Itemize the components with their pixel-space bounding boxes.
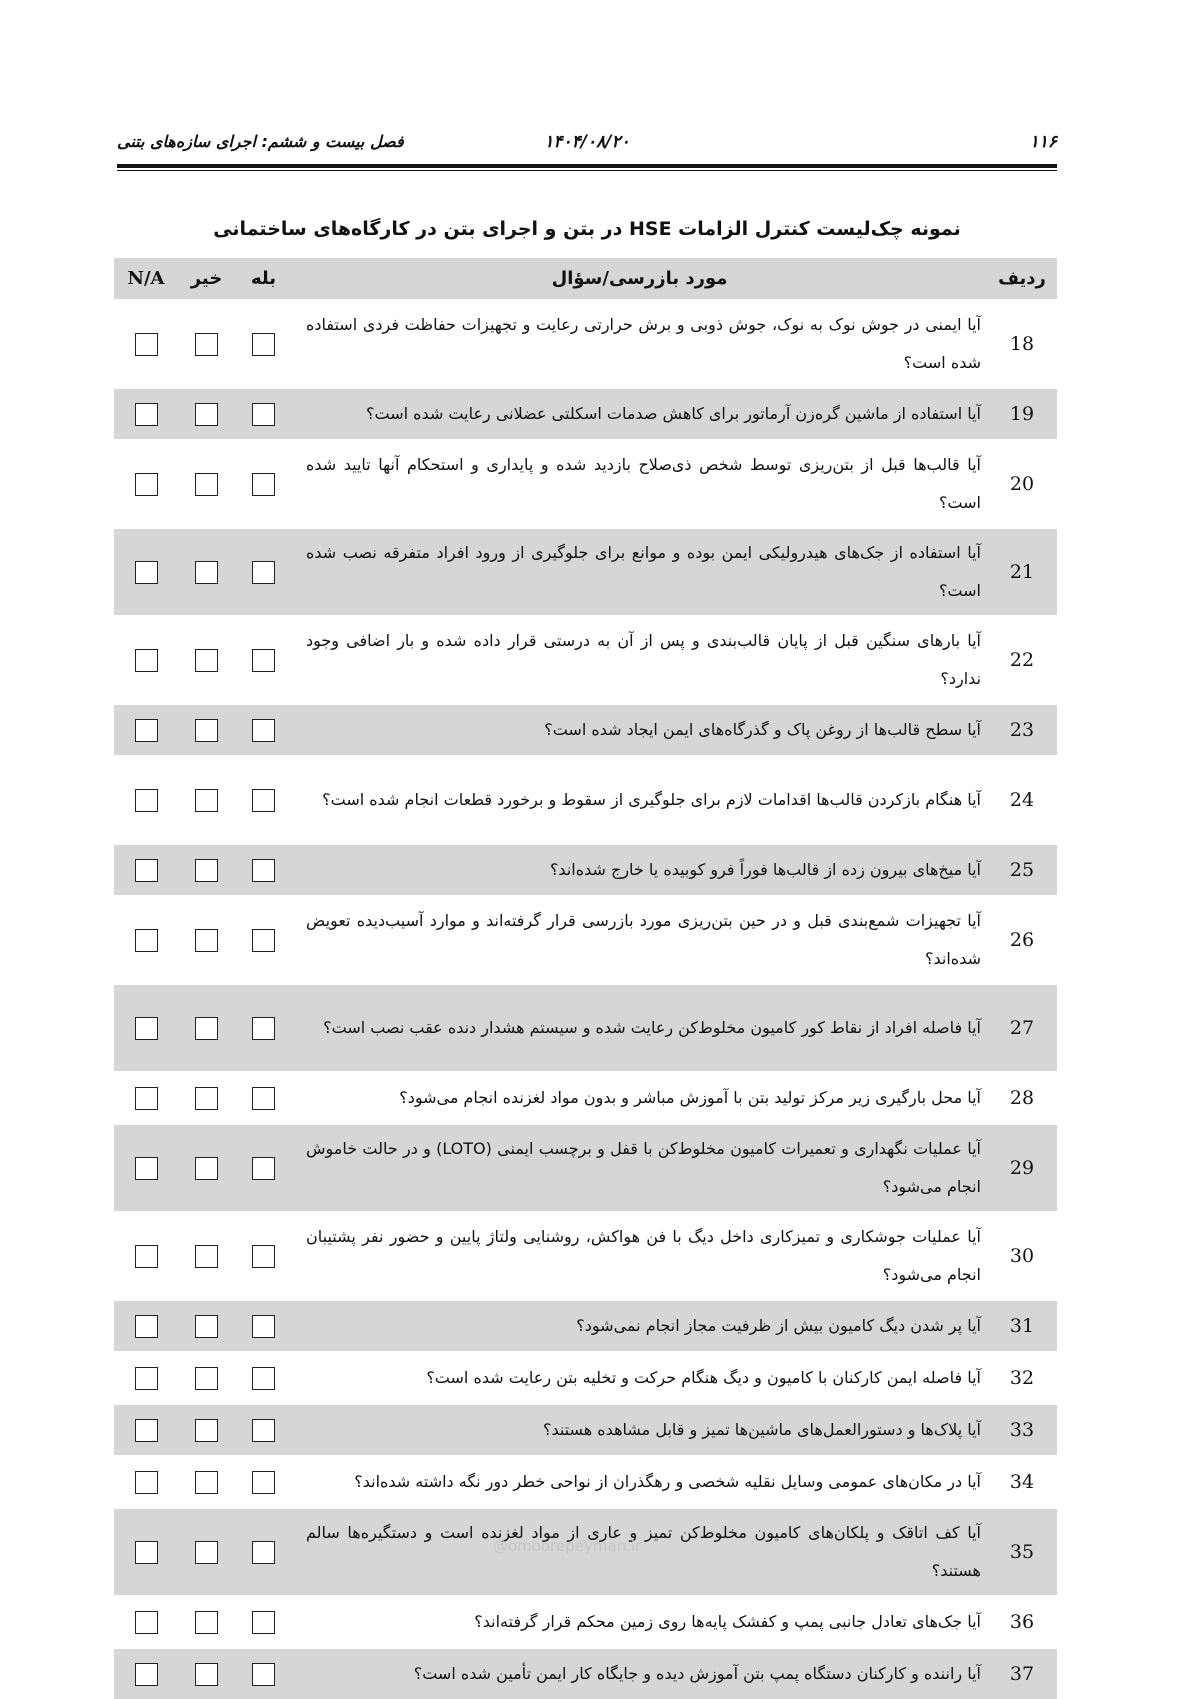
yes-checkbox[interactable] bbox=[252, 1017, 275, 1040]
row-number: 18 bbox=[1009, 333, 1035, 355]
checklist-body bbox=[114, 300, 1057, 1699]
table-row bbox=[114, 616, 1057, 704]
question-text: آیا میخ‌های بیرون زده از قالب‌ها فوراً فرو کوبیده یا خارج شده‌اند؟ bbox=[292, 844, 987, 896]
question-text: آیا در مکان‌های عمومی وسایل نقلیه شخصی و رهگذران از نواحی خطر دور نگه داشته شده‌اند؟ bbox=[354, 1472, 981, 1491]
table-row bbox=[114, 1124, 1057, 1212]
na-checkbox[interactable] bbox=[135, 1367, 158, 1390]
row-number: 34 bbox=[1009, 1471, 1035, 1493]
yes-checkbox[interactable] bbox=[252, 1315, 275, 1338]
row-number: 27 bbox=[987, 984, 1057, 1072]
question-text: آیا جک‌های تعادل جانبی پمپ و کفشک پایه‌ها روی زمین محکم قرار گرفته‌اند؟ bbox=[474, 1612, 981, 1631]
row-number: 26 bbox=[1009, 929, 1035, 951]
yes-checkbox[interactable] bbox=[252, 649, 275, 672]
question-text: آیا محل بارگیری زیر مرکز تولید بتن با آموزش مباشر و بدون مواد لغزنده انجام می‌شود؟ bbox=[399, 1088, 981, 1107]
table-row bbox=[114, 1300, 1057, 1352]
page-number: ۱۱۶ bbox=[1029, 132, 1057, 152]
na-checkbox[interactable] bbox=[135, 1087, 158, 1110]
column-header-no: خیر bbox=[178, 258, 235, 300]
no-checkbox[interactable] bbox=[195, 1157, 218, 1180]
yes-checkbox[interactable] bbox=[252, 561, 275, 584]
question-text: آیا قالب‌ها قبل از بتن‌ریزی توسط شخص ذی‌صلاح بازدید شده و پایداری و استحکام آنها تایید شده است؟ bbox=[306, 455, 981, 512]
question-text: آیا فاصله افراد از نقاط کور کامیون مخلوط‌کن رعایت شده و سیستم هشدار دنده عقب نصب است؟ bbox=[292, 984, 987, 1072]
question-text: آیا استفاده از ماشین گره‌زن آرماتور برای کاهش صدمات اسکلتی عضلانی رعایت شده است؟ bbox=[292, 388, 987, 440]
question-text: آیا فاصله ایمن کارکنان با کامیون و دیگ هنگام حرکت و تخلیه بتن رعایت شده است؟ bbox=[426, 1368, 981, 1387]
question-text: آیا پر شدن دیگ کامیون بیش از ظرفیت مجاز انجام نمی‌شود؟ bbox=[292, 1300, 987, 1352]
column-header-question: مورد بازرسی/سؤال bbox=[292, 258, 987, 300]
row-number: 20 bbox=[1009, 473, 1035, 495]
yes-checkbox[interactable] bbox=[252, 403, 275, 426]
row-number: 35 bbox=[987, 1508, 1057, 1596]
question-text: آیا هنگام بازکردن قالب‌ها اقدامات لازم برای جلوگیری از سقوط و برخورد قطعات انجام شده است؟ bbox=[322, 790, 981, 809]
question-text: آیا بارهای سنگین قبل از پایان قالب‌بندی و پس از آن به درستی قرار داده شده و بار اضافی وجود ندارد؟ bbox=[306, 631, 981, 688]
yes-checkbox[interactable] bbox=[252, 929, 275, 952]
table-row bbox=[114, 440, 1057, 528]
yes-checkbox[interactable] bbox=[252, 1419, 275, 1442]
yes-checkbox[interactable] bbox=[252, 1087, 275, 1110]
na-checkbox[interactable] bbox=[135, 859, 158, 882]
no-checkbox[interactable] bbox=[195, 1611, 218, 1634]
row-number: 25 bbox=[987, 844, 1057, 896]
table-row bbox=[114, 896, 1057, 984]
no-checkbox[interactable] bbox=[195, 1315, 218, 1338]
no-checkbox[interactable] bbox=[195, 1367, 218, 1390]
table-row bbox=[114, 1596, 1057, 1648]
question-text: آیا استفاده از جک‌های هیدرولیکی ایمن بوده و موانع برای جلوگیری از ورود افراد متفرقه نصب شده است؟ bbox=[292, 528, 987, 616]
na-checkbox[interactable] bbox=[135, 1315, 158, 1338]
yes-checkbox[interactable] bbox=[252, 789, 275, 812]
row-number: 36 bbox=[1009, 1611, 1035, 1633]
table-row bbox=[114, 528, 1057, 616]
yes-checkbox[interactable] bbox=[252, 1611, 275, 1634]
yes-checkbox[interactable] bbox=[252, 719, 275, 742]
no-checkbox[interactable] bbox=[195, 649, 218, 672]
watermark: @omoorepeyman.ir bbox=[493, 1537, 642, 1555]
page-header bbox=[117, 126, 1057, 166]
question-text: آیا سطح قالب‌ها از روغن پاک و گذرگاه‌های ایمن ایجاد شده است؟ bbox=[292, 704, 987, 756]
checklist-table bbox=[114, 258, 1057, 1699]
row-number: 21 bbox=[987, 528, 1057, 616]
column-header-na: N/A bbox=[114, 258, 178, 300]
na-checkbox[interactable] bbox=[135, 333, 158, 356]
yes-checkbox[interactable] bbox=[252, 333, 275, 356]
yes-checkbox[interactable] bbox=[252, 1541, 275, 1564]
table-row bbox=[114, 1648, 1057, 1699]
header-date: ۱۴۰۴/۰۸/۲۰ bbox=[544, 132, 630, 152]
yes-checkbox[interactable] bbox=[252, 859, 275, 882]
table-row bbox=[114, 388, 1057, 440]
na-checkbox[interactable] bbox=[135, 1611, 158, 1634]
table-row bbox=[114, 1212, 1057, 1300]
table-row bbox=[114, 756, 1057, 844]
row-number: 31 bbox=[987, 1300, 1057, 1352]
chapter-title: فصل بیست و ششم: اجرای سازه‌های بتنی bbox=[117, 132, 404, 151]
table-row bbox=[114, 300, 1057, 388]
row-number: 37 bbox=[987, 1648, 1057, 1699]
no-checkbox[interactable] bbox=[195, 789, 218, 812]
yes-checkbox[interactable] bbox=[252, 1663, 275, 1686]
na-checkbox[interactable] bbox=[135, 649, 158, 672]
row-number: 28 bbox=[1009, 1087, 1035, 1109]
no-checkbox[interactable] bbox=[195, 561, 218, 584]
no-checkbox[interactable] bbox=[195, 1245, 218, 1268]
row-number: 30 bbox=[1009, 1245, 1035, 1267]
row-number: 29 bbox=[987, 1124, 1057, 1212]
question-text: آیا راننده و کارکنان دستگاه پمپ بتن آموزش دیده و جایگاه کار ایمن تأمین شده است؟ bbox=[292, 1648, 987, 1699]
na-checkbox[interactable] bbox=[135, 1663, 158, 1686]
na-checkbox[interactable] bbox=[135, 403, 158, 426]
question-text: آیا عملیات نگهداری و تعمیرات کامیون مخلوط‌کن با قفل و برچسب ایمنی (LOTO) و در حالت خاموش انجام می‌شود؟ bbox=[292, 1124, 987, 1212]
na-checkbox[interactable] bbox=[135, 789, 158, 812]
table-header-row bbox=[114, 258, 1057, 300]
yes-checkbox[interactable] bbox=[252, 1471, 275, 1494]
row-number: 33 bbox=[987, 1404, 1057, 1456]
na-checkbox[interactable] bbox=[135, 719, 158, 742]
yes-checkbox[interactable] bbox=[252, 473, 275, 496]
no-checkbox[interactable] bbox=[195, 859, 218, 882]
column-header-row-number: ردیف bbox=[987, 258, 1057, 300]
no-checkbox[interactable] bbox=[195, 403, 218, 426]
table-row bbox=[114, 1456, 1057, 1508]
na-checkbox[interactable] bbox=[135, 1541, 158, 1564]
question-text: آیا کف اتاقک و پلکان‌های کامیون مخلوط‌کن تمیز و عاری از مواد لغزنده است و دستگیره‌ها سالم هستند؟ bbox=[292, 1508, 987, 1596]
question-text: آیا پلاک‌ها و دستورالعمل‌های ماشین‌ها تمیز و قابل مشاهده هستند؟ bbox=[292, 1404, 987, 1456]
no-checkbox[interactable] bbox=[195, 719, 218, 742]
na-checkbox[interactable] bbox=[135, 1157, 158, 1180]
question-text: آیا عملیات جوشکاری و تمیزکاری داخل دیگ با فن هواکش، روشنایی ولتاژ پایین و حضور نفر پشتیبان انجام می‌شود؟ bbox=[306, 1227, 981, 1284]
row-number: 32 bbox=[1009, 1367, 1035, 1389]
no-checkbox[interactable] bbox=[195, 929, 218, 952]
yes-checkbox[interactable] bbox=[252, 1157, 275, 1180]
row-number: 24 bbox=[1009, 789, 1035, 811]
question-text: آیا ایمنی در جوش نوک به نوک، جوش ذوبی و برش حرارتی رعایت و تجهیزات حفاظت فردی استفاده شده است؟ bbox=[306, 315, 981, 372]
no-checkbox[interactable] bbox=[195, 473, 218, 496]
na-checkbox[interactable] bbox=[135, 1419, 158, 1442]
header-rule-thin bbox=[117, 170, 1057, 171]
question-text: آیا تجهیزات شمع‌بندی قبل و در حین بتن‌ریزی مورد بازرسی قرار گرفته‌اند و موارد آسیب‌دیده تعویض شده‌اند؟ bbox=[306, 911, 981, 968]
no-checkbox[interactable] bbox=[195, 1017, 218, 1040]
row-number: 19 bbox=[987, 388, 1057, 440]
na-checkbox[interactable] bbox=[135, 1245, 158, 1268]
table-row bbox=[114, 1072, 1057, 1124]
no-checkbox[interactable] bbox=[195, 1419, 218, 1442]
table-row bbox=[114, 1404, 1057, 1456]
column-header-yes: بله bbox=[235, 258, 292, 300]
yes-checkbox[interactable] bbox=[252, 1367, 275, 1390]
row-number: 23 bbox=[987, 704, 1057, 756]
table-row bbox=[114, 844, 1057, 896]
no-checkbox[interactable] bbox=[195, 1087, 218, 1110]
yes-checkbox[interactable] bbox=[252, 1245, 275, 1268]
na-checkbox[interactable] bbox=[135, 561, 158, 584]
no-checkbox[interactable] bbox=[195, 333, 218, 356]
header-rule bbox=[117, 164, 1057, 168]
na-checkbox[interactable] bbox=[135, 1017, 158, 1040]
table-row bbox=[114, 704, 1057, 756]
no-checkbox[interactable] bbox=[195, 1541, 218, 1564]
na-checkbox[interactable] bbox=[135, 473, 158, 496]
table-row bbox=[114, 1352, 1057, 1404]
na-checkbox[interactable] bbox=[135, 929, 158, 952]
no-checkbox[interactable] bbox=[195, 1663, 218, 1686]
table-row bbox=[114, 984, 1057, 1072]
checklist-title: نمونه چک‌لیست کنترل الزامات HSE در بتن و اجرای بتن در کارگاه‌های ساختمانی bbox=[213, 218, 961, 240]
na-checkbox[interactable] bbox=[135, 1471, 158, 1494]
no-checkbox[interactable] bbox=[195, 1471, 218, 1494]
row-number: 22 bbox=[1009, 649, 1035, 671]
